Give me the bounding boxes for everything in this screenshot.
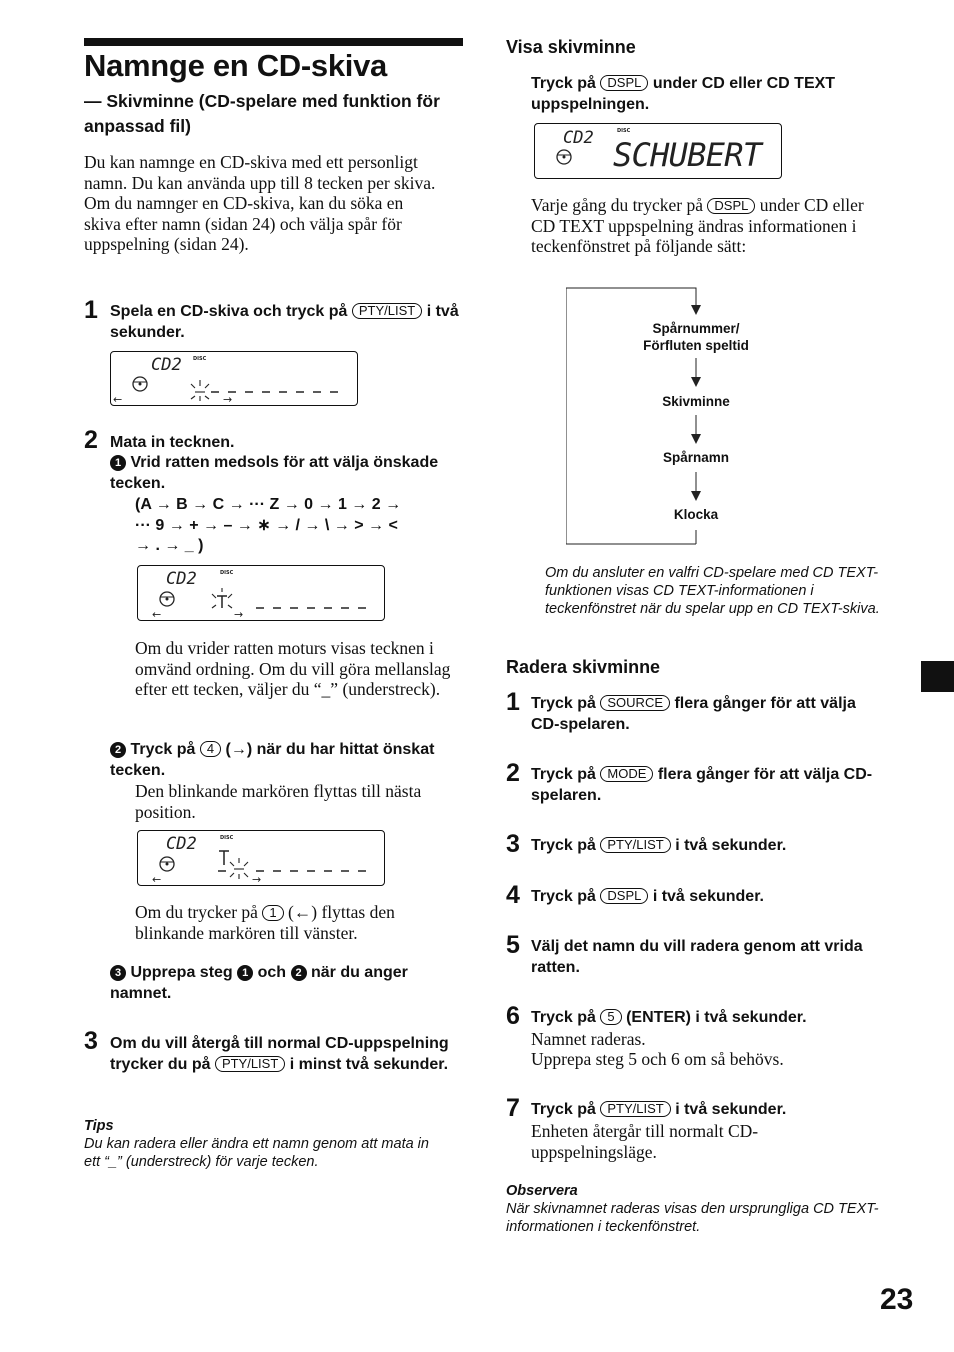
key-5: 5 (600, 1009, 621, 1025)
radera-step-6-note2: Upprepa steg 5 och 6 om så behövs. (531, 1049, 784, 1069)
right-arrow-icon: → (223, 393, 233, 405)
step-2a-note: Om du vrider ratten moturs visas tecknen i omvänd ordning. Om du vill göra mellanslag efter ett tecken, väljer du “_” (understreck). (135, 638, 451, 700)
step-2b-note2: Om du trycker på 1 (←) flyttas den blinkande markören till vänster. (135, 902, 395, 943)
step-number: 6 (506, 1002, 520, 1030)
dspl-key: DSPL (600, 75, 648, 91)
radera-step-3: Tryck på PTY/LIST i två sekunder. (531, 837, 787, 854)
visa-note: Om du ansluter en valfri CD-spelare med CD TEXT-funktionen visas CD TEXT-informationen i teckenfönstret när du spelar upp en CD TEXT-skiva. (545, 565, 880, 617)
lcd-display-cursor-moved (137, 830, 385, 886)
disc-icon (133, 377, 147, 391)
circled-number: 1 (110, 455, 126, 471)
radera-step-4: Tryck på DSPL i två sekunder. (531, 888, 764, 905)
left-arrow-icon: ← (152, 873, 162, 885)
flow-item-clock: Klocka (673, 507, 719, 522)
lcd-display-first-char (137, 565, 385, 621)
lcd-display-empty (110, 351, 358, 406)
left-arrow-icon: ← (113, 393, 123, 405)
radera-step-2: Tryck på MODE flera gånger för att välja CD-spelaren. (531, 766, 873, 804)
circled-number: 3 (110, 965, 126, 981)
step-number: 4 (506, 881, 520, 909)
step-number: 2 (84, 426, 98, 454)
pty-list-key: PTY/LIST (352, 303, 422, 319)
section-tab-marker (921, 661, 954, 692)
lcd-disc-label: DISC (617, 128, 631, 134)
page-subtitle: — Skivminne (CD-spelare med funktion för anpassad fil) (84, 91, 440, 136)
visa-paragraph: Varje gång du trycker på DSPL under CD eller CD TEXT uppspelning ändras informationen i teckenfönstret på följande sätt: (531, 195, 864, 257)
observera-text: När skivnamnet raderas visas den ursprungliga CD TEXT-informationen i teckenfönstret. (506, 1201, 879, 1235)
tips-text: Du kan radera eller ändra ett namn genom att mata in ett “_” (understreck) för varje tecken. (84, 1136, 429, 1170)
entered-char-glyph (219, 851, 229, 865)
title-rule (84, 38, 463, 46)
lcd-cd-label: CD2 (166, 569, 197, 589)
right-arrow-icon: → (234, 608, 244, 620)
disc-icon (160, 592, 174, 606)
key-4: 4 (200, 741, 221, 757)
radera-step-5: Välj det namn du vill radera genom att vrida ratten. (531, 938, 863, 976)
visa-instruction: Tryck på DSPL under CD eller CD TEXT uppspelningen. (531, 75, 836, 113)
flow-item-trackname: Spårnamn (662, 450, 730, 465)
step-number: 7 (506, 1094, 520, 1122)
step-number: 1 (506, 688, 520, 716)
lcd-cd-label: CD2 (563, 128, 594, 148)
flow-item-discmemo: Skivminne (662, 394, 730, 409)
section-heading-radera: Radera skivminne (506, 657, 661, 677)
step-2-text: Mata in tecknen. (110, 434, 235, 451)
radera-step-6: Tryck på 5 (ENTER) i två sekunder. (531, 1009, 807, 1026)
lcd-disc-name: SCHUBERT (613, 136, 763, 174)
circled-number: 2 (291, 965, 307, 981)
step-number: 5 (506, 931, 520, 959)
page-title: Namnge en CD-skiva (84, 48, 387, 83)
lcd-disc-label: DISC (220, 835, 234, 841)
character-sequence: (A → B → C → ··· Z → 0 → 1 → 2 → ··· 9 → + → – → ∗ → / → \ → > → < → . → _ ) (135, 496, 402, 555)
dspl-key: DSPL (707, 198, 755, 214)
intro-paragraph: Du kan namnge en CD-skiva med ett personligt namn. Du kan använda upp till 8 tecken per skiva. Om du namnger en CD-skiva, kan du söka en skiva efter namn (sidan 24) och välja spår för uppspelning (sidan 24). (84, 152, 436, 255)
step-2b-note: Den blinkande markören flyttas till nästa position. (135, 781, 422, 822)
step-2b-text: 2 Tryck på 4 (→) när du har hittat önskat tecken. (110, 741, 435, 779)
source-key: SOURCE (600, 695, 670, 711)
flow-item-tracknumber: Spårnummer/ Förfluten speltid (643, 321, 749, 353)
step-number: 3 (84, 1027, 98, 1055)
circled-number: 1 (237, 965, 253, 981)
radera-step-1: Tryck på SOURCE flera gånger för att välja CD-spelaren. (531, 695, 856, 733)
step-1-text: Spela en CD-skiva och tryck på PTY/LIST i två sekunder. (110, 303, 459, 341)
lcd-disc-label: DISC (220, 570, 234, 576)
dspl-key: DSPL (600, 888, 648, 904)
step-number: 3 (506, 830, 520, 858)
observera-title: Observera (506, 1183, 578, 1199)
left-arrow-icon: ← (152, 608, 162, 620)
right-arrow-icon: → (252, 873, 262, 885)
step-number: 2 (506, 759, 520, 787)
display-cycle-diagram (566, 286, 749, 546)
lcd-segments (111, 352, 357, 405)
step-3-text: Om du vill återgå till normal CD-uppspelning trycker du på PTY/LIST i minst två sekunder. (110, 1035, 449, 1073)
disc-icon (160, 857, 174, 871)
pty-list-key: PTY/LIST (215, 1056, 285, 1072)
disc-icon (557, 150, 571, 164)
pty-list-key: PTY/LIST (600, 1101, 670, 1117)
mode-key: MODE (600, 766, 653, 782)
pty-list-key: PTY/LIST (600, 837, 670, 853)
step-2a-text: 1 Vrid ratten medsols för att välja önskade tecken. (110, 454, 439, 492)
blink-cursor-icon (230, 858, 248, 879)
page-number: 23 (880, 1283, 914, 1316)
lcd-display-disc-name (534, 123, 782, 179)
key-1: 1 (262, 905, 283, 921)
circled-number: 2 (110, 742, 126, 758)
step-2c-text: 3 Upprepa steg 1 och 2 när du anger namnet. (110, 964, 408, 1002)
radera-step-7: Tryck på PTY/LIST i två sekunder. (531, 1101, 787, 1118)
tips-title: Tips (84, 1118, 114, 1134)
radera-step-7-note: Enheten återgår till normalt CD-uppspelningsläge. (531, 1121, 759, 1162)
blink-cursor-icon (212, 588, 232, 608)
step-number: 1 (84, 296, 98, 324)
lcd-cd-label: CD2 (166, 834, 197, 854)
lcd-disc-label: DISC (193, 356, 207, 362)
lcd-cd-label: CD2 (151, 355, 182, 375)
section-heading-visa: Visa skivminne (506, 37, 636, 57)
blink-cursor-icon (191, 380, 209, 401)
radera-step-6-note1: Namnet raderas. (531, 1029, 646, 1049)
